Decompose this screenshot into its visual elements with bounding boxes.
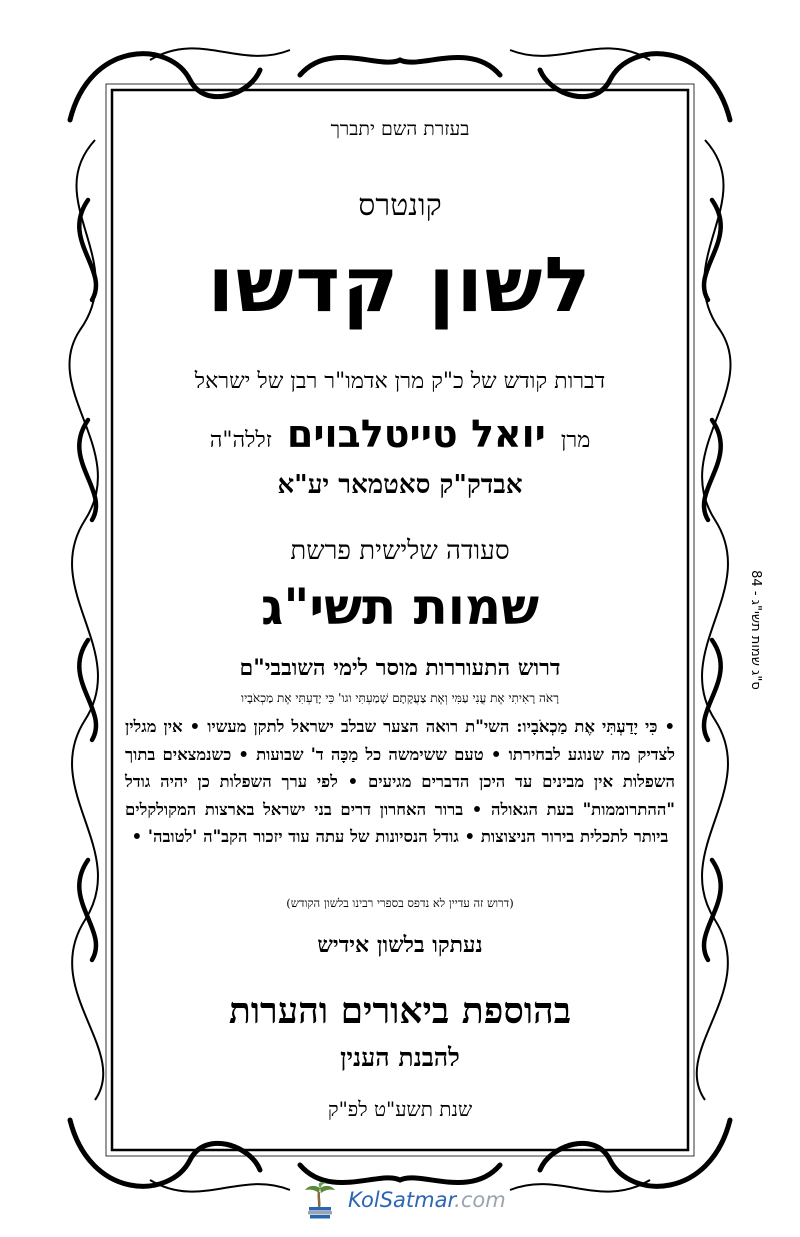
- main-title: לשון קדשו: [207, 240, 593, 329]
- divrei-kodesh-line: דברות קודש של כ"ק מרן אדמו"ר רבן של ישראל: [194, 369, 606, 394]
- kolsatmar-logo[interactable]: [300, 1180, 510, 1220]
- name-suffix: זללה"ה: [209, 428, 272, 453]
- brand-text: [348, 1188, 506, 1212]
- title-page: [125, 100, 675, 1140]
- year-line: שנת תשע"ט לפ"ק: [327, 1097, 473, 1121]
- brand-main: KolSatmar: [348, 1188, 455, 1212]
- drush-heading: דרוש התעוררות מוסר לימי השובבי"ם: [239, 655, 561, 681]
- av-beis-din-line: אבדק"ק סאטמאר יע"א: [277, 470, 523, 500]
- name-prefix: מרן: [560, 428, 591, 453]
- top-blessing: בעזרת השם יתברך: [330, 118, 470, 140]
- side-page-label: [746, 570, 766, 690]
- hosafa-line: בהוספת ביאורים והערות: [228, 990, 572, 1032]
- topics-summary: • כִּי יָדַעְתִּי אֶת מַכְאֹבָיו: השי"ת רואה הצער שבלב ישראל לתקן מעשיו • אין מגלין לצדיק מה שנוגע לבחירתו • טעם ששימשה כל מַכָּה ד' שבועות • כשנמצאים בתוך השפלות אין מבינים עד היכן הדברים מגיעים • לפי ערך השפלות כן יהיה גודל "ההתרוממות" בעת הגאולה • ברור האחרון דרים בני ישראל בארצות המקולקלים ביותר לתכלית בירור הניצוצות • גודל הנסיונות של עתה עוד יזכור הקב"ה 'לטובה' •: [125, 717, 675, 846]
- author-name: יואל טייטלבוים: [286, 412, 546, 456]
- pasuk-line: רָאֹה רָאִיתִי אֶת עֳנִי עַמִּי וְאֶת צַעֲקָתָם שָׁמַעְתִּי וגו' כִּי יָדַעְתִּי אֶת מַכְאֹבָיו: [241, 691, 559, 705]
- author-name-line: [125, 412, 675, 456]
- parsha-title: שמות תשי"ג: [260, 578, 539, 636]
- palm-tree-books-icon: [300, 1180, 340, 1220]
- yiddish-line: נעתקו בלשון אידיש: [317, 932, 483, 958]
- seuda-line: סעודה שלישית פרשת: [290, 536, 510, 566]
- lehavanat-line: להבנת הענין: [340, 1043, 460, 1072]
- side-label-text: ס"ג שמות תשי"ג - 84: [748, 570, 764, 690]
- publication-note: (דרוש זה עדיין לא נדפס בספרי רבינו בלשון הקודש): [286, 896, 514, 910]
- kuntres-label: קונטרס: [358, 188, 442, 223]
- brand-tld: .com: [454, 1188, 506, 1212]
